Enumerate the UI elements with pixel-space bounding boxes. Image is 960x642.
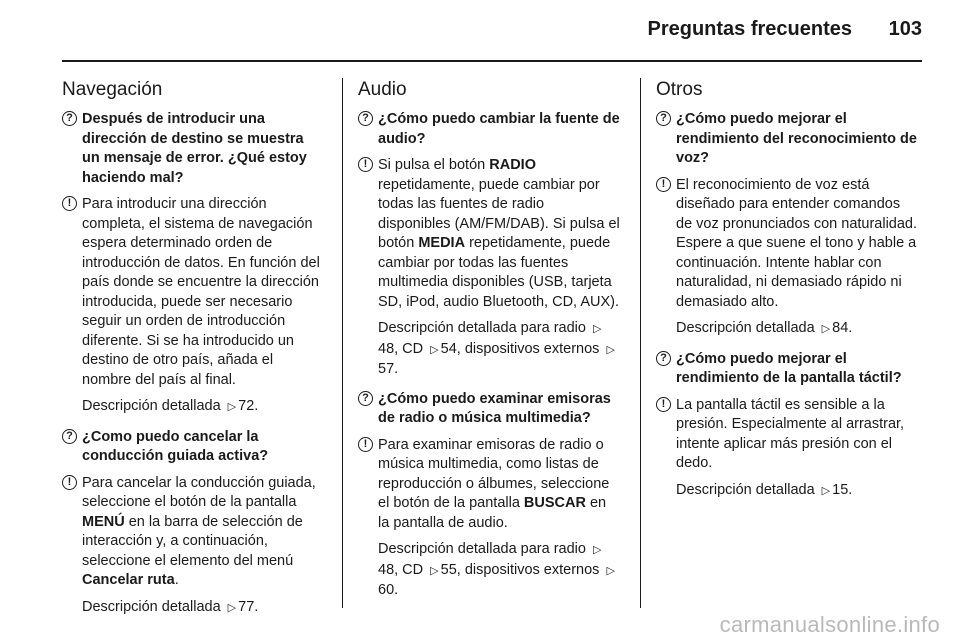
column-navegacion	[62, 78, 324, 628]
menu-button-label: MENÚ	[82, 513, 125, 530]
answer-text-part: .	[174, 572, 179, 588]
faq-answer	[62, 474, 324, 591]
reference-line	[656, 481, 918, 502]
question-circle-icon: ?	[358, 391, 373, 406]
faq-question	[62, 428, 324, 467]
faq-question	[62, 110, 324, 188]
section-heading: Audio	[358, 79, 407, 100]
triangle-arrow-icon: ▷	[821, 323, 831, 335]
exclamation-circle-icon: !	[358, 437, 373, 452]
reference-page: 15.	[832, 481, 853, 498]
page-number: 103	[888, 18, 922, 40]
faq-answer	[358, 156, 620, 312]
column-divider-1	[342, 78, 343, 608]
reference-page: 84.	[832, 320, 853, 336]
reference-text: Descripción detallada para radio	[378, 320, 586, 336]
reference-text: Descripción detallada	[82, 398, 221, 414]
exclamation-circle-icon: !	[62, 196, 77, 211]
reference-page: 48, CD	[378, 340, 424, 357]
page-title: Preguntas frecuentes	[647, 18, 852, 40]
reference-page: 48, CD	[378, 561, 424, 578]
triangle-arrow-icon: ▷	[593, 544, 602, 556]
reference-line	[358, 540, 620, 601]
question-text: ¿Como puedo cancelar la conducción guiada activa?	[82, 428, 269, 464]
triangle-arrow-icon: ▷	[227, 401, 237, 413]
question-circle-icon: ?	[62, 111, 77, 126]
triangle-arrow-icon: ▷	[606, 343, 615, 356]
faq-answer	[358, 436, 620, 534]
menu-item-label: Cancelar ruta	[82, 572, 175, 588]
answer-text-part: en la pantalla de audio.	[378, 495, 607, 531]
reference-text: Descripción detallada	[676, 481, 815, 498]
triangle-arrow-icon: ▷	[430, 343, 439, 356]
media-button-label: MEDIA	[418, 235, 466, 251]
header-rule	[62, 60, 922, 62]
triangle-arrow-icon: ▷	[227, 601, 237, 614]
exclamation-circle-icon: !	[62, 475, 77, 490]
answer-text: El reconocimiento de voz está diseñado para entender comandos de voz pronunciados con naturalidad. Espere a que suene el tono y hable a continuación. Intente hablar con naturalidad, ni demasiado rápido ni demasiado alto.	[676, 176, 918, 310]
column-otros	[656, 78, 918, 511]
section-heading: Navegación	[62, 79, 163, 100]
answer-text-part: repetidamente, puede cambiar por todas las fuentes de radio disponibles (AM/FM/DAB). Si pulsa el botón	[378, 176, 620, 251]
answer-text: Para introducir una dirección completa, el sistema de navegación espera determinado orden de introducción de datos. En función del país donde se encuentre la dirección introducida, puede ser necesario seguir un orden de introducción diferente. Si se ha introducido un destino de otro país, añada el nombre del país al final.	[82, 196, 320, 388]
answer-text: La pantalla táctil es sensible a la presión. Especialmente al arrastrar, intente aplicar más presión con el dedo.	[676, 396, 905, 471]
faq-question	[656, 110, 918, 169]
question-circle-icon: ?	[656, 111, 671, 126]
section-heading: Otros	[656, 79, 703, 100]
reference-page: 60.	[378, 582, 399, 598]
radio-button-label: RADIO	[489, 157, 536, 173]
answer-text-part: Para cancelar la conducción guiada, seleccione el botón de la pantalla	[82, 474, 316, 510]
answer-text-part: Para examinar emisoras de radio o música multimedia, como listas de reproducción o álbumes, seleccione el botón de la pantalla	[378, 436, 610, 511]
question-text: Después de introducir una dirección de destino se muestra un mensaje de error. ¿Qué estoy haciendo mal?	[82, 111, 307, 186]
question-text: ¿Cómo puedo mejorar el rendimiento de la pantalla táctil?	[676, 350, 902, 386]
triangle-arrow-icon: ▷	[606, 564, 615, 577]
answer-text-part: repetidamente, puede cambiar por todas las fuentes multimedia disponibles (USB, tarjeta SD, iPod, audio Bluetooth, CD, AUX).	[378, 235, 619, 310]
watermark: carmanualsonline.info	[719, 612, 940, 637]
triangle-arrow-icon: ▷	[821, 484, 831, 497]
answer-text-part: en la barra de selección de interacción y, a continuación, seleccione el elemento del menú	[82, 513, 303, 569]
exclamation-circle-icon: !	[656, 177, 671, 192]
question-circle-icon: ?	[656, 351, 671, 366]
column-divider-2	[640, 78, 641, 608]
exclamation-circle-icon: !	[358, 157, 373, 172]
reference-text: Descripción detallada	[676, 320, 815, 336]
reference-line	[62, 598, 324, 619]
triangle-arrow-icon: ▷	[593, 323, 602, 335]
faq-answer	[62, 195, 324, 390]
faq-question	[358, 390, 620, 429]
reference-text: Descripción detallada	[82, 598, 221, 615]
reference-line	[62, 397, 324, 418]
buscar-button-label: BUSCAR	[523, 495, 586, 511]
reference-text: Descripción detallada para radio	[378, 541, 586, 557]
question-circle-icon: ?	[62, 429, 77, 444]
reference-page: 77.	[238, 598, 259, 615]
faq-question	[358, 110, 620, 149]
reference-page: 72.	[238, 398, 259, 414]
reference-line	[358, 319, 620, 380]
reference-line	[656, 319, 918, 340]
question-text: ¿Cómo puedo cambiar la fuente de audio?	[378, 111, 620, 147]
answer-text-part: Si pulsa el botón	[378, 157, 490, 173]
triangle-arrow-icon: ▷	[430, 564, 439, 577]
faq-answer	[656, 176, 918, 313]
column-audio	[358, 78, 620, 611]
faq-question	[656, 350, 918, 389]
question-text: ¿Cómo puedo examinar emisoras de radio o música multimedia?	[378, 390, 611, 426]
reference-page: 57.	[378, 361, 399, 377]
question-text: ¿Cómo puedo mejorar el rendimiento del reconocimiento de voz?	[676, 111, 917, 166]
reference-page: 55, dispositivos externos	[440, 561, 600, 578]
faq-answer	[656, 396, 918, 474]
question-circle-icon: ?	[358, 111, 373, 126]
reference-page: 54, dispositivos externos	[440, 340, 600, 357]
exclamation-circle-icon: !	[656, 397, 671, 412]
